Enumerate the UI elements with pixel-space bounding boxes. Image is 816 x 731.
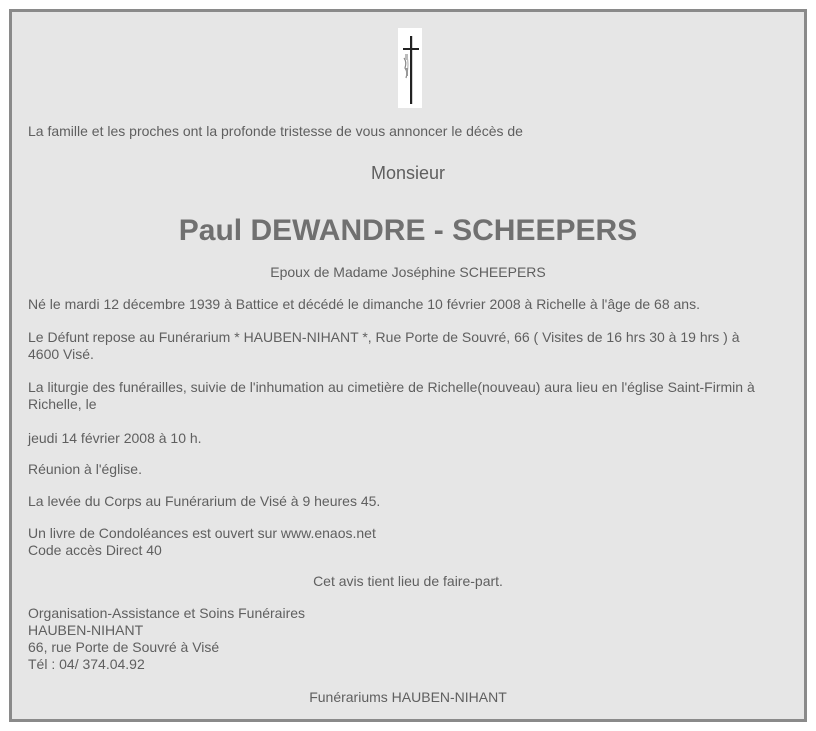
footer-text: Funérariums HAUBEN-NIHANT [309,689,507,705]
condolences-text [28,525,788,559]
deceased-name: Paul DEWANDRE - SCHEEPERS [178,214,638,247]
rest-place-text [28,329,788,363]
condolences-line-1: Un livre de Condoléances est ouvert sur www.enaos.net [28,525,376,541]
notice-text: Cet avis tient lieu de faire-part. [313,573,503,589]
organisation-line-2: HAUBEN-NIHANT [28,622,144,638]
rest-place-line-1: Le Défunt repose au Funérarium * HAUBEN-NIHANT *, Rue Porte de Souvré, 66 ( Visites de 16 hrs 30 à 19 hrs ) à [28,329,740,345]
meeting-text: Réunion à l'église. [28,461,142,477]
liturgy-line-2: Richelle, le [28,396,97,412]
organisation-line-1: Organisation-Assistance et Soins Funéraires [28,605,306,621]
organisation-block [28,605,788,673]
date-text: jeudi 14 février 2008 à 10 h. [28,430,202,446]
rest-place-line-2: 4600 Visé. [28,346,94,362]
liturgy-text [28,379,788,413]
obituary-card [9,9,807,722]
liturgy-line-1: La liturgie des funérailles, suivie de l'inhumation au cimetière de Richelle(nouveau) aura lieu en l'église Saint-Firmin à [28,379,755,395]
condolences-line-2: Code accès Direct 40 [28,542,162,558]
organisation-line-3: 66, rue Porte de Souvré à Visé [28,639,220,655]
spouse-text: Epoux de Madame Joséphine SCHEEPERS [270,264,546,280]
birth-death-text: Né le mardi 12 décembre 1939 à Battice et décédé le dimanche 10 février 2008 à Richelle à l'âge de 68 ans. [28,296,700,312]
body-removal-text: La levée du Corps au Funérarium de Visé à 9 heures 45. [28,493,381,509]
organisation-line-4: Tél : 04/ 374.04.92 [28,656,145,672]
intro-text: La famille et les proches ont la profonde tristesse de vous annoncer le décès de [28,123,523,139]
cross-icon [398,28,422,108]
title-text: Monsieur [370,163,446,183]
